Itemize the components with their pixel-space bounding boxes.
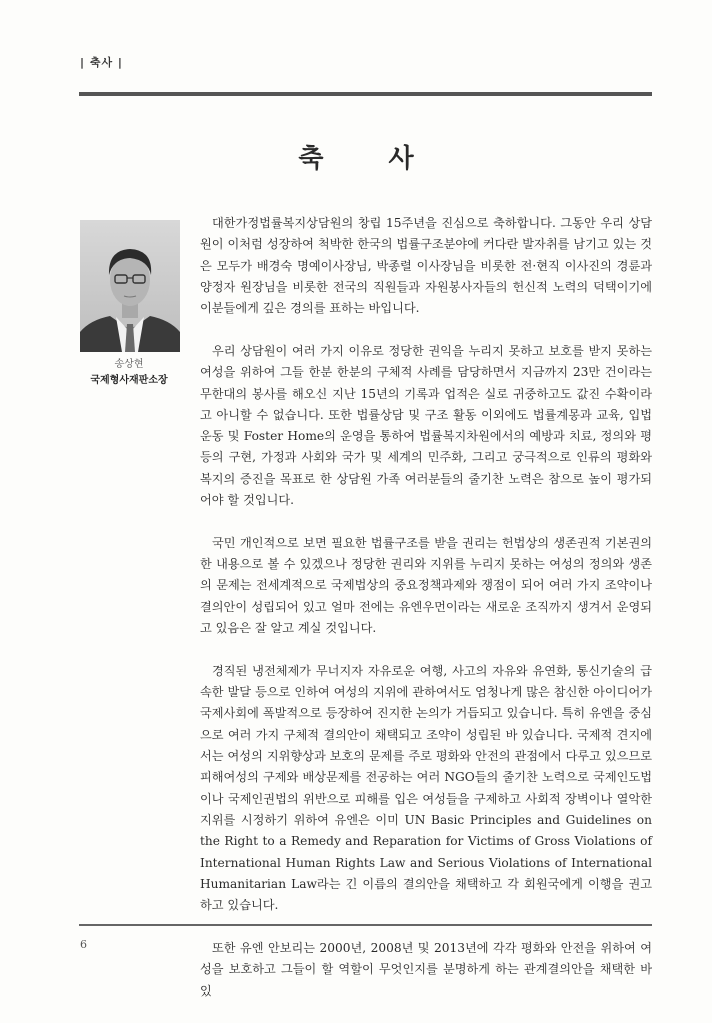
top-rule <box>79 92 652 96</box>
bottom-rule <box>79 924 652 926</box>
body-text <box>200 213 652 1023</box>
paragraph: 대한가정법률복지상담원의 창립 15주년을 진심으로 축하합니다. 그동안 우리 상담원이 이처럼 성장하여 척박한 한국의 법률구조분야에 커다란 발자취를 남기고 있는 것은 모두가 배경숙 명예이사장님, 박종렬 이사장님을 비롯한 전·현직 이사진의 경륜과 양정자 원장님을 비롯한 전국의 직원들과 자원봉사자들의 헌신적 노력의 덕택이기에 이분들에게 깊은 경의를 표하는 바입니다. <box>200 216 652 316</box>
paragraph: 국민 개인적으로 보면 필요한 법률구조를 받을 권리는 헌법상의 생존권적 기본권의 한 내용으로 볼 수 있겠으나 정당한 권리와 지위를 누리지 못하는 여성의 정의와 생존의 문제는 전세계적으로 국제법상의 중요정책과제와 쟁점이 되어 여러 가지 조약이나 결의안이 성립되어 있고 얼마 전에는 유엔우먼이라는 새로운 조직까지 생겨서 운영되고 있음은 잘 알고 계실 것입니다. <box>200 535 652 636</box>
paragraph: 우리 상담원이 여러 가지 이유로 정당한 권익을 누리지 못하고 보호를 받지 못하는 여성을 위하여 그들 한분 한분의 구체적 사례를 담당하면서 지금까지 23만 건이라는 무한대의 봉사를 해오신 지난 15년의 기록과 업적은 실로 귀중하고도 값진 수확이라고 아니할 수 없습니다. 또한 법률상담 및 구조 활동 이외에도 법률계몽과 교육, 입법운동 및 Foster Home의 운영을 통하여 법률복지차원에서의 예방과 치료, 정의와 평등의 구현, 가정과 사회와 국가 및 세계의 민주화, 그리고 궁극적으로 인류의 평화와 복지의 증진을 목표로 한 상담원 가족 여러분들의 줄기찬 노력은 참으로 높이 평가되어야 할 것입니다. <box>200 343 652 508</box>
author-photo <box>80 220 180 352</box>
author-role: 국제형사재판소장 <box>90 375 168 386</box>
page-title: 축 사 <box>298 144 442 174</box>
running-header: | 축사 | <box>80 56 123 69</box>
page-number: 6 <box>80 938 87 951</box>
paragraph: 경직된 냉전체제가 무너지자 자유로운 여행, 사고의 자유와 유연화, 통신기술의 급속한 발달 등으로 인하여 여성의 지위에 관하여서도 엄청나게 많은 참신한 아이디어가 국제사회에 폭발적으로 등장하여 진지한 논의가 거듭되고 있습니다. 특히 유엔을 중심으로 여러 가지 구체적 결의안이 채택되고 조약이 성립된 바 있습니다. 국제적 견지에서는 여성의 지위향상과 보호의 문제를 주로 평화와 안전의 관점에서 다루고 있으므로 피해여성의 구제와 배상문제를 전공하는 여러 NGO들의 줄기찬 노력으로 국제인도법이나 국제인권법의 위반으로 피해를 입은 여성들을 구제하고 사회적 장벽이나 열악한 지위를 시정하기 위하여 유엔은 이미 UN Basic Principles and Guidelines on the Right to a Remedy and Reparation for Victims of Gross Violations of International Human Rights Law and Serious Violations of International Humanitarian Law라는 긴 이름의 결의안을 채택하고 각 회원국에게 이행을 권고하고 있습니다. <box>200 663 652 913</box>
photo-caption <box>64 357 194 388</box>
author-name: 송상현 <box>114 359 144 370</box>
paragraph: 또한 유엔 안보리는 2000년, 2008년 및 2013년에 각각 평화와 안전을 위하여 여성을 보호하고 그들이 할 역할이 무엇인지를 분명하게 하는 관계결의안을 채택한 바 있 <box>200 940 652 998</box>
portrait-icon <box>80 220 180 352</box>
